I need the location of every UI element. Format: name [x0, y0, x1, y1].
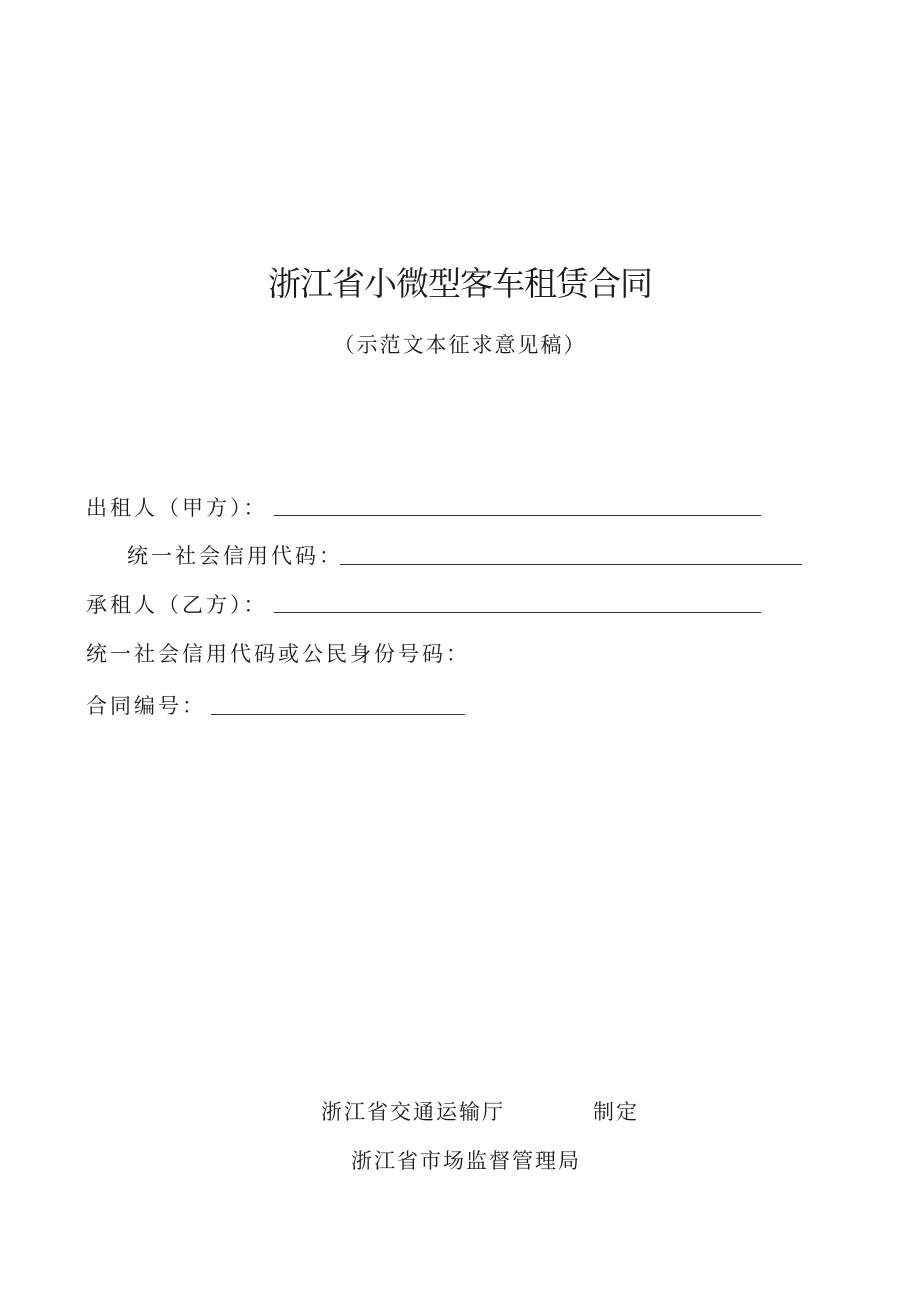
- lessor-label: 出租人（甲方）：: [86, 496, 268, 520]
- lessee-input-line[interactable]: [274, 612, 761, 613]
- contract-number-label: 合同编号：: [86, 694, 206, 718]
- lessee-label: 承租人（乙方）：: [86, 593, 268, 617]
- document-title: 浙江省小微型客车租赁合同: [268, 264, 652, 303]
- issuer-market-regulation-bureau: 浙江省市场监督管理局: [351, 1149, 581, 1173]
- lessor-credit-code-label: 统一社会信用代码：: [127, 544, 343, 568]
- contract-number-input-line[interactable]: [211, 714, 465, 715]
- issuer-action: 制定: [593, 1100, 639, 1124]
- issuer-transport-department: 浙江省交通运输厅: [321, 1100, 505, 1124]
- lessor-input-line[interactable]: [274, 515, 761, 516]
- document-subtitle: （示范文本征求意见稿）: [333, 333, 587, 357]
- lessor-credit-code-input-line[interactable]: [340, 564, 802, 565]
- lessee-id-label: 统一社会信用代码或公民身份号码：: [86, 642, 470, 666]
